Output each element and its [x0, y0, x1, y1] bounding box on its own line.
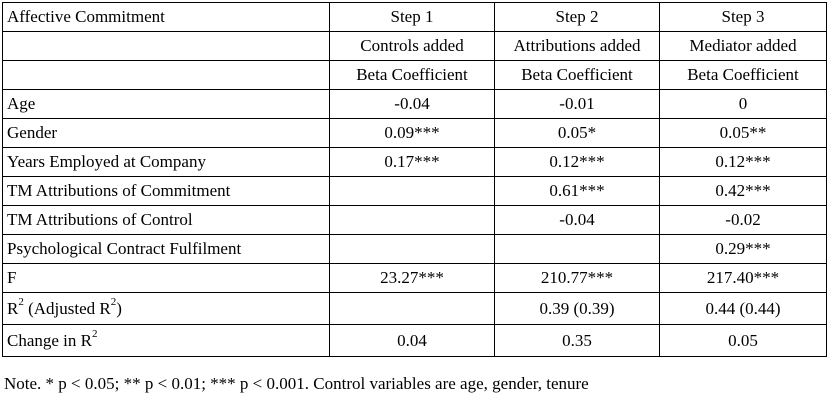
step-2-value: 0.39 (0.39) — [495, 293, 660, 325]
step-2-value: 0.61*** — [495, 177, 660, 206]
step-2-value: -0.04 — [495, 206, 660, 235]
table-row-r-squared — [3, 293, 827, 325]
step-3-value: 0 — [660, 90, 827, 119]
step-1-value: -0.04 — [330, 90, 495, 119]
header-row-descriptions — [3, 32, 827, 61]
superscript-2: 2 — [18, 296, 24, 309]
table-row-tm-control — [3, 206, 827, 235]
step-1-value — [330, 293, 495, 325]
row-label: Psychological Contract Fulfilment — [3, 235, 330, 264]
table-row-gender — [3, 119, 827, 148]
table-row-contract-fulfilment — [3, 235, 827, 264]
row-label: Gender — [3, 119, 330, 148]
step-2-description: Attributions added — [495, 32, 660, 61]
step-2-value — [495, 235, 660, 264]
row-label: TM Attributions of Commitment — [3, 177, 330, 206]
row-label: F — [3, 264, 330, 293]
table-row-change-r-squared — [3, 325, 827, 357]
step-3-description: Mediator added — [660, 32, 827, 61]
step-2-value: -0.01 — [495, 90, 660, 119]
row-label: TM Attributions of Control — [3, 206, 330, 235]
superscript-2: 2 — [110, 296, 117, 309]
step-3-value: 0.05 — [660, 325, 827, 357]
row-label: Years Employed at Company — [3, 148, 330, 177]
closing-paren: ) — [116, 299, 122, 318]
table-row-age — [3, 90, 827, 119]
header-blank-cell — [3, 32, 330, 61]
step-3-value: 0.12*** — [660, 148, 827, 177]
step-1-value — [330, 206, 495, 235]
step-2-coefficient-label: Beta Coefficient — [495, 61, 660, 90]
table-note: Note. * p < 0.05; ** p < 0.01; *** p < 0.001. Control variables are age, gender, tenure — [4, 374, 589, 393]
step-1-value: 0.17*** — [330, 148, 495, 177]
table-row-years-employed — [3, 148, 827, 177]
step-2-header: Step 2 — [495, 3, 660, 32]
step-1-description: Controls added — [330, 32, 495, 61]
change-label: Change in R — [7, 331, 92, 350]
step-2-value: 0.12*** — [495, 148, 660, 177]
step-1-value: 0.04 — [330, 325, 495, 357]
superscript-2: 2 — [92, 328, 98, 341]
step-3-value: 217.40*** — [660, 264, 827, 293]
dependent-variable-label: Affective Commitment — [3, 3, 330, 32]
step-1-header: Step 1 — [330, 3, 495, 32]
step-1-value — [330, 235, 495, 264]
step-2-value: 0.05* — [495, 119, 660, 148]
table-row-f — [3, 264, 827, 293]
regression-table — [2, 2, 827, 357]
step-3-value: 0.42*** — [660, 177, 827, 206]
row-label — [3, 325, 330, 357]
row-label: Age — [3, 90, 330, 119]
adjusted-label: (Adjusted R — [23, 299, 111, 318]
step-3-value: 0.44 (0.44) — [660, 293, 827, 325]
step-3-coefficient-label: Beta Coefficient — [660, 61, 827, 90]
header-blank-cell — [3, 61, 330, 90]
step-3-header: Step 3 — [660, 3, 827, 32]
step-1-value: 23.27*** — [330, 264, 495, 293]
step-1-value: 0.09*** — [330, 119, 495, 148]
step-3-value: 0.29*** — [660, 235, 827, 264]
step-2-value: 210.77*** — [495, 264, 660, 293]
step-3-value: -0.02 — [660, 206, 827, 235]
r-letter: R — [7, 299, 19, 318]
header-row-coefficient — [3, 61, 827, 90]
table-row-tm-commitment — [3, 177, 827, 206]
row-label — [3, 293, 330, 325]
step-1-coefficient-label: Beta Coefficient — [330, 61, 495, 90]
step-2-value: 0.35 — [495, 325, 660, 357]
step-1-value — [330, 177, 495, 206]
step-3-value: 0.05** — [660, 119, 827, 148]
header-row-steps — [3, 3, 827, 32]
